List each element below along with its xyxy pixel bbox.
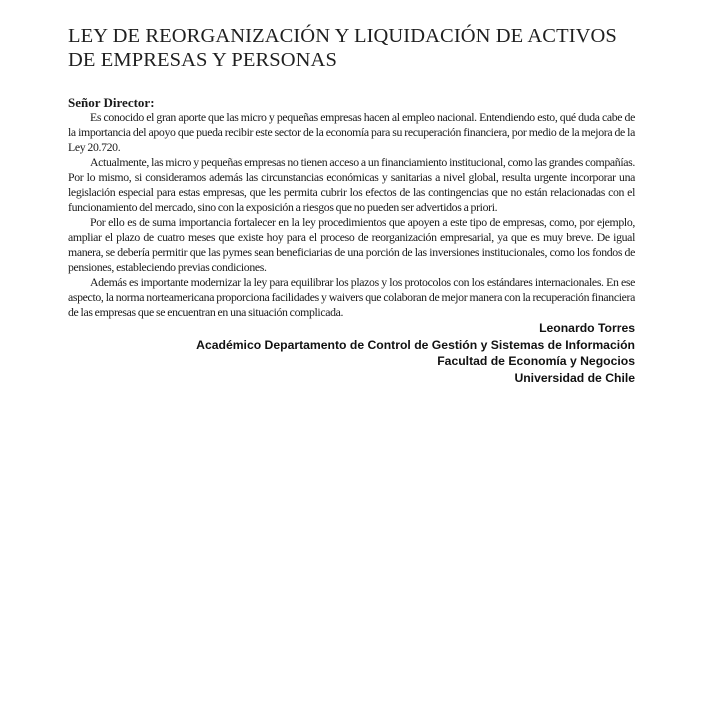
signature-block	[68, 320, 635, 386]
signature-name: Leonardo Torres	[539, 321, 635, 335]
letter-body	[68, 95, 635, 386]
headline-line-2: DE EMPRESAS Y PERSONAS	[68, 49, 337, 71]
signature-title: Académico Departamento de Control de Gestión y Sistemas de Información	[196, 337, 635, 352]
salutation: Señor Director:	[68, 95, 155, 110]
headline-line-1: LEY DE REORGANIZACIÓN Y LIQUIDACIÓN DE ACTIVOS	[68, 25, 617, 47]
paragraph-4: Además es importante modernizar la ley para equilibrar los plazos y los protocolos con los estándares internacionales. En ese aspecto, la norma norteamericana proporciona facilidades y waivers que colaboran de mejor manera con la recuperación financiera de las empresas que se encuentran en una situación complicada.	[68, 275, 635, 319]
paragraph-3: Por ello es de suma importancia fortalecer en la ley procedimientos que apoyen a este tipo de empresas, como, por ejemplo, ampliar el plazo de cuatro meses que existe hoy para el proceso de reorganización empresarial, ya que es muy breve. De igual manera, se debería permitir que las pymes sean beneficiarias de una porción de las inversiones institucionales, como los fondos de pensiones, estableciendo previas condiciones.	[68, 215, 635, 274]
signature-faculty: Facultad de Economía y Negocios	[437, 354, 635, 368]
paragraph-1: Es conocido el gran aporte que las micro y pequeñas empresas hacen al empleo nacional. Entendiendo esto, qué duda cabe de la importancia del apoyo que pueda recibir este sector de la economía para su recuperación financiera, por medio de la mejora de la Ley 20.720.	[68, 110, 635, 154]
signature-university: Universidad de Chile	[514, 370, 635, 385]
article-headline	[68, 24, 658, 72]
paragraph-2: Actualmente, las micro y pequeñas empresas no tienen acceso a un financiamiento institucional, como las grandes compañías. Por lo mismo, si consideramos además las circunstancias económicas y sanitarias a nivel global, resulta urgente incorporar una legislación especial para estas empresas, que les permita cubrir los efectos de las contingencias que no están relacionadas con el funcionamiento del mercado, sino con la exposición a riesgos que no pueden ser advertidos a priori.	[68, 155, 635, 214]
